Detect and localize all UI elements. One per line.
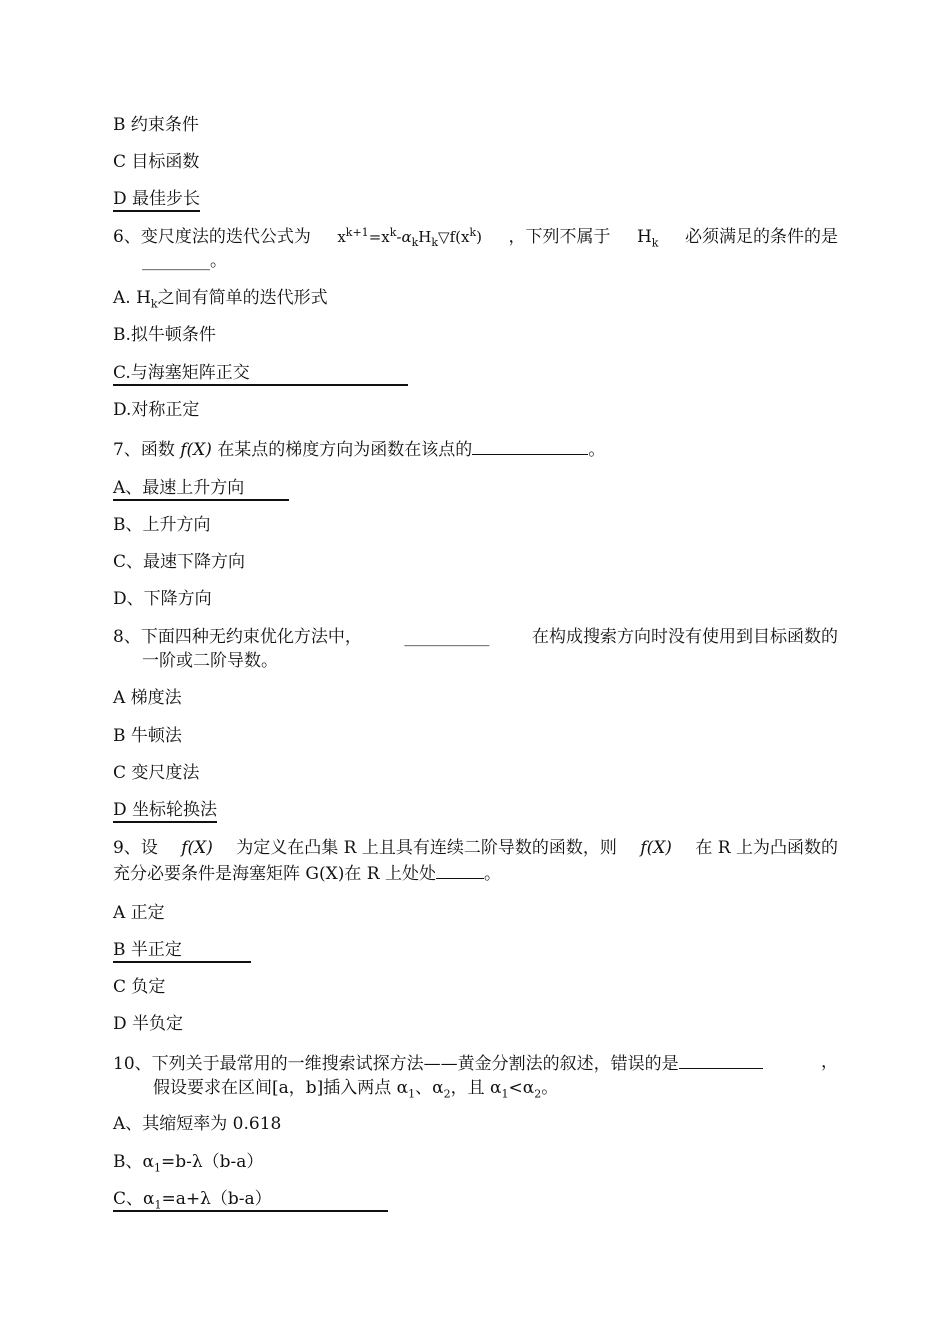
q8-option-b: B 牛顿法 [113, 726, 182, 746]
q9-stem: 9、设 f(X) 为定义在凸集 R 上且具有连续二阶导数的函数，则 f(X) 在 R 上为凸函数的 充分必要条件是海塞矩阵 G(X)在 R 上处处 。 [113, 838, 838, 884]
q7-stem: 7、函数 f(X) 在某点的梯度方向为函数在该点的 。 [113, 436, 605, 462]
q6-formula: $x^{k+1}=x^k-\alpha_kH_k▽f(x^k)$ [337, 226, 482, 249]
q6-option-d: D.对称正定 [113, 400, 200, 420]
q10-blank [679, 1050, 763, 1069]
q6-option-c-answer: C.与海塞矩阵正交 [113, 361, 408, 386]
q5-option-b: B 约束条件 [113, 115, 199, 135]
q7-option-c: C、最速下降方向 [113, 552, 246, 572]
q10-option-c-answer: C、$\alpha_1=a+\lambda(b-a)$ [113, 1187, 388, 1212]
q6-stem: 6、变尺度法的迭代公式为 $x^{k+1}=x^k-\alpha_kH_k▽f(x^k)$ ，下列不属于 $H_k$ 必须满足的条件的是 ________。 [113, 226, 838, 271]
q8-stem: 8、下面四种无约束优化方法中， __________ 在构成搜索方向时没有使用到目标函数的 一阶或二阶导数。 [113, 627, 838, 671]
q5-option-c: C 目标函数 [113, 152, 200, 172]
q5-option-d-answer: D 最佳步长 [113, 187, 200, 212]
q10-option-a: A、其缩短率为 0.618 [113, 1114, 282, 1134]
q9-option-d: D 半负定 [113, 1014, 184, 1034]
q7-option-d: D、下降方向 [113, 589, 212, 609]
q9-option-a: A 正定 [113, 903, 165, 923]
q8-option-a: A 梯度法 [113, 688, 182, 708]
q9-option-b-answer: B 半正定 [113, 938, 251, 963]
q7-blank [472, 436, 588, 455]
q7-function: f(X) [180, 440, 212, 460]
q10-option-b: B、$\alpha_1=b-\lambda(b-a)$ [113, 1152, 264, 1175]
q9-blank [436, 860, 484, 879]
q8-option-c: C 变尺度法 [113, 763, 200, 783]
q8-option-d-answer: D 坐标轮换法 [113, 798, 217, 823]
q7-option-b: B、上升方向 [113, 515, 211, 535]
q6-option-a: A. $H_k$之间有简单的迭代形式 [113, 288, 328, 311]
q10-stem: 10、下列关于最常用的一维搜索试探方法——黄金分割法的叙述，错误的是 ， 假设要求在区间[a，b]插入两点 $\alpha_1$、$\alpha_2$，且 $\alpha_1<\alpha_2$。 [113, 1052, 838, 1101]
q7-option-a-answer: A、最速上升方向 [113, 476, 289, 501]
q6-option-b: B.拟牛顿条件 [113, 325, 216, 345]
q9-option-c: C 负定 [113, 977, 166, 997]
